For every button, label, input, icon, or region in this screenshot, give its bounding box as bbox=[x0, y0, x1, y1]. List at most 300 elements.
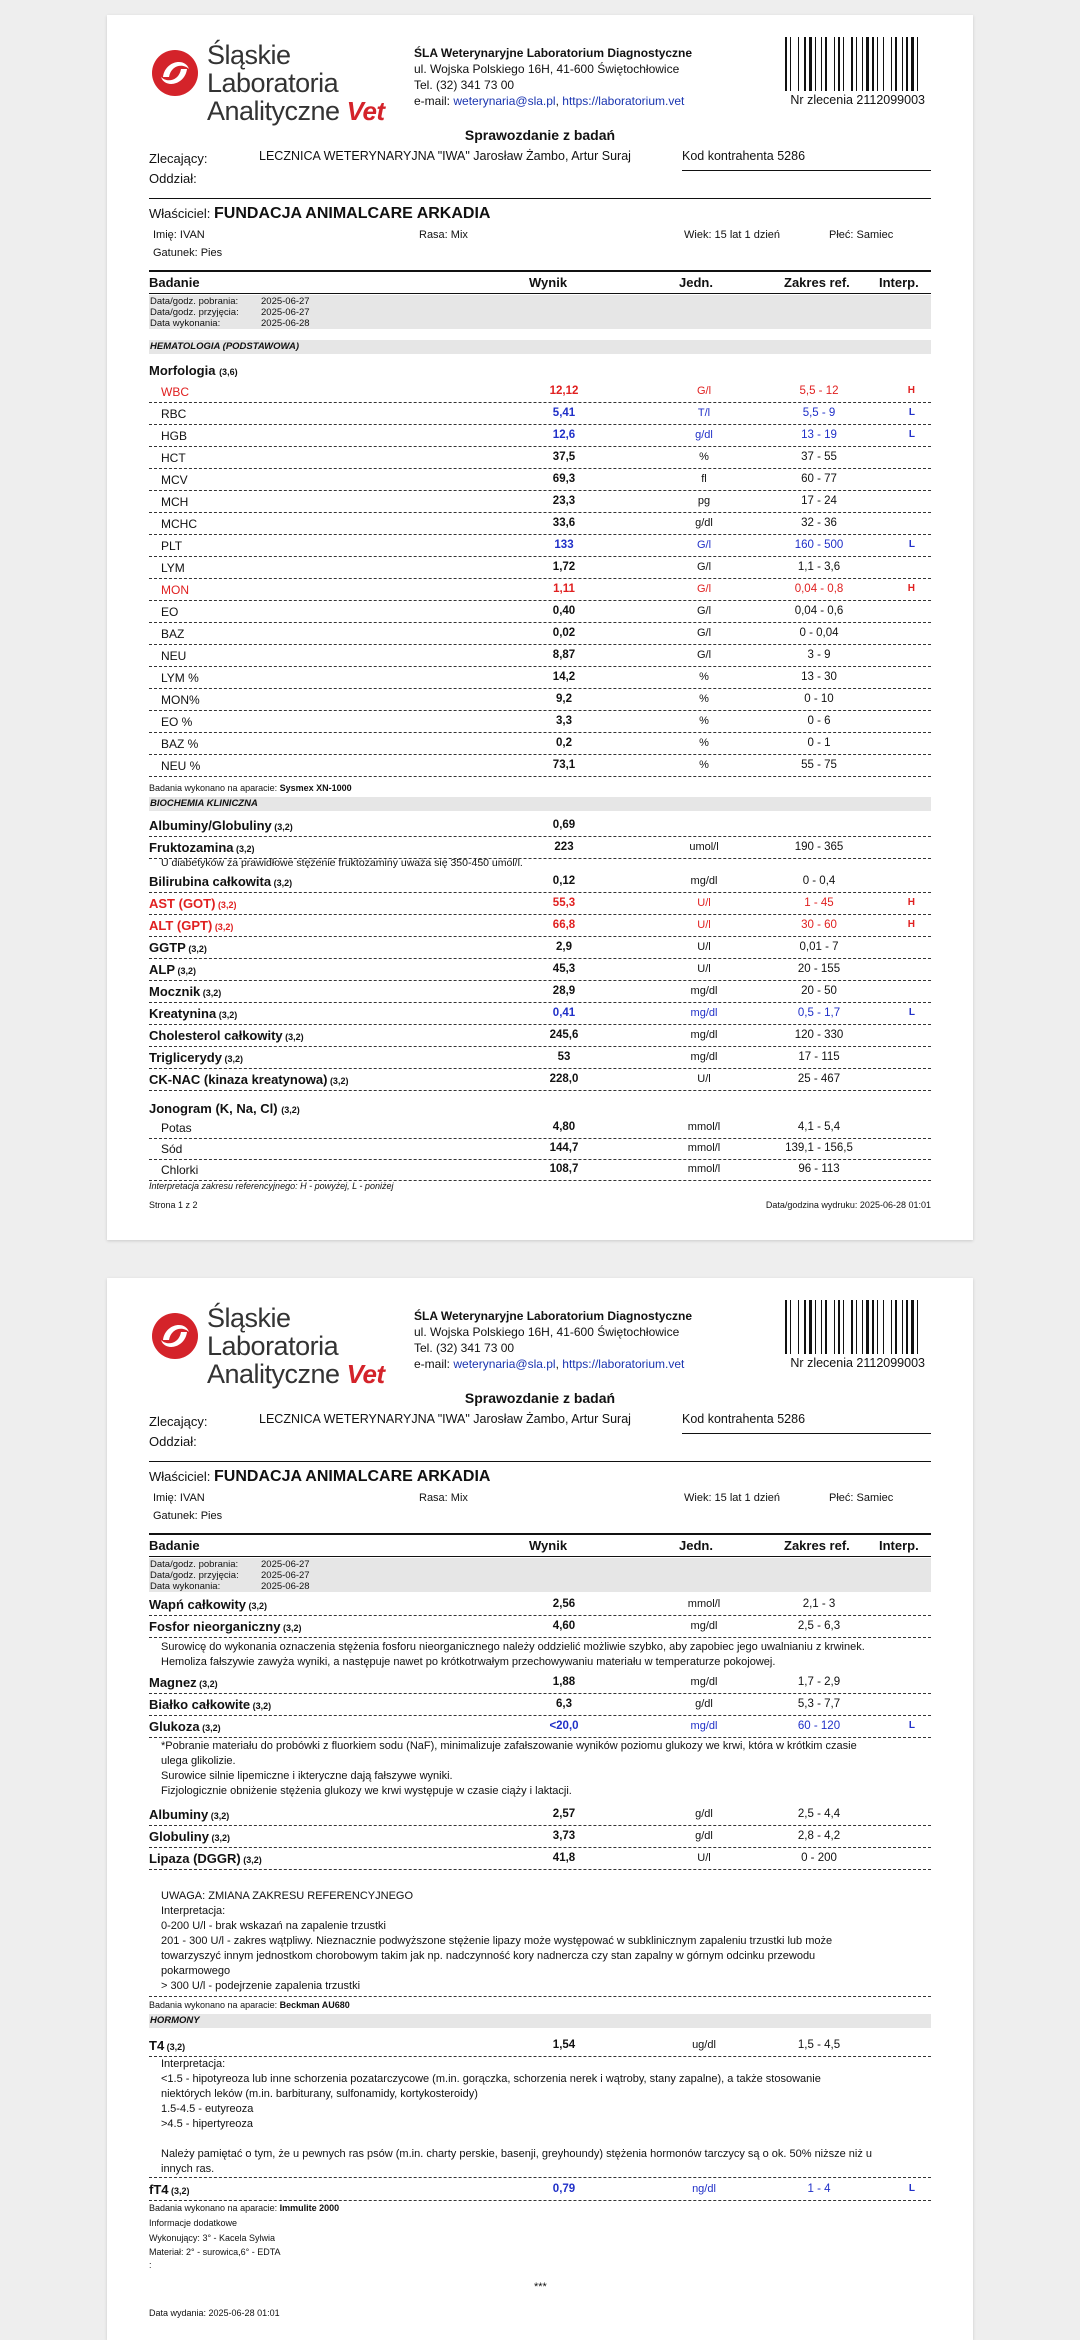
divider bbox=[149, 2177, 931, 2178]
test-value: 228,0 bbox=[549, 1073, 579, 1085]
logo-line2: Analityczne bbox=[207, 1359, 340, 1389]
lab-web-link[interactable]: https://laboratorium.vet bbox=[562, 94, 685, 108]
test-name: fT4 (3,2) bbox=[149, 2182, 190, 2197]
result-row bbox=[149, 1826, 931, 1848]
test-unit: U/l bbox=[697, 919, 711, 931]
divider bbox=[149, 1556, 931, 1557]
oddzial-label: Oddział: bbox=[149, 171, 197, 186]
divider bbox=[149, 1996, 931, 1997]
result-row bbox=[149, 733, 931, 755]
col-zakres: Zakres ref. bbox=[784, 275, 850, 290]
col-interp: Interp. bbox=[879, 1538, 919, 1553]
result-row bbox=[149, 623, 931, 645]
test-range: 4,1 - 5,4 bbox=[797, 1121, 841, 1133]
test-unit: mg/dl bbox=[690, 1676, 718, 1688]
test-name: ALT (GPT) (3,2) bbox=[149, 918, 234, 933]
test-value: 4,80 bbox=[552, 1121, 576, 1133]
client-code: Kod kontrahenta 5286 bbox=[682, 149, 806, 163]
additional-info: Informacje dodatkowe bbox=[149, 2218, 238, 2228]
test-name: EO bbox=[161, 605, 179, 619]
col-zakres: Zakres ref. bbox=[784, 1538, 850, 1553]
col-interp: Interp. bbox=[879, 275, 919, 290]
test-name: Lipaza (DGGR) (3,2) bbox=[149, 1851, 262, 1866]
test-range: 5,5 - 9 bbox=[802, 407, 836, 419]
group-morfologia-note: (3,6) bbox=[219, 367, 238, 377]
test-range: 32 - 36 bbox=[801, 517, 837, 529]
test-unit: g/dl bbox=[695, 517, 713, 529]
test-value: 3,3 bbox=[556, 715, 572, 727]
result-row bbox=[149, 1069, 931, 1091]
test-range: 60 - 120 bbox=[797, 1720, 841, 1732]
test-value: 0,12 bbox=[552, 875, 576, 887]
test-range: 55 - 75 bbox=[801, 759, 837, 771]
test-unit: g/dl bbox=[695, 1830, 713, 1842]
test-range: 13 - 19 bbox=[801, 429, 837, 441]
test-value: 28,9 bbox=[552, 985, 576, 997]
test-name: Chlorki bbox=[161, 1163, 199, 1177]
test-name: MCH bbox=[161, 495, 189, 509]
test-range: 1,7 - 2,9 bbox=[797, 1676, 841, 1688]
test-name: Triglicerydy (3,2) bbox=[149, 1050, 243, 1065]
group-jonogram bbox=[149, 1101, 300, 1116]
test-flag: H bbox=[907, 583, 915, 594]
result-row bbox=[149, 1716, 931, 1738]
result-row bbox=[149, 1594, 931, 1616]
lab-address: ul. Wojska Polskiego 16H, 41-600 Świętochłowice bbox=[414, 1325, 680, 1339]
test-name: Glukoza (3,2) bbox=[149, 1719, 221, 1734]
test-unit: g/dl bbox=[695, 429, 713, 441]
test-value: 53 bbox=[557, 1051, 571, 1063]
col-jedn: Jedn. bbox=[679, 275, 713, 290]
lab-email-label: e-mail: bbox=[414, 94, 451, 108]
test-name: RBC bbox=[161, 407, 187, 421]
test-range: 5,5 - 12 bbox=[799, 385, 839, 397]
logo-line2: Analityczne bbox=[207, 96, 340, 126]
test-unit: G/l bbox=[696, 539, 712, 551]
section-biochemia: BIOCHEMIA KLINICZNA bbox=[149, 797, 931, 811]
test-value: 12,6 bbox=[552, 429, 576, 441]
result-row bbox=[149, 2035, 931, 2057]
issue-date: Data wydania: 2025-06-28 01:01 bbox=[149, 2308, 280, 2318]
test-value: 1,72 bbox=[552, 561, 576, 573]
test-value: 1,88 bbox=[552, 1676, 576, 1688]
test-name: Fruktozamina (3,2) bbox=[149, 840, 255, 855]
test-range: 0 - 10 bbox=[804, 693, 834, 705]
divider bbox=[149, 198, 931, 199]
test-unit: mmol/l bbox=[687, 1121, 721, 1133]
test-unit: U/l bbox=[697, 897, 711, 909]
test-name: Wapń całkowity (3,2) bbox=[149, 1597, 268, 1612]
owner-label: Właściciel: bbox=[149, 206, 211, 221]
date-pobrania-value: 2025-06-27 bbox=[261, 1559, 310, 1570]
result-row bbox=[149, 1025, 931, 1047]
result-row bbox=[149, 381, 931, 403]
print-date: Data/godzina wydruku: 2025-06-28 01:01 bbox=[765, 1200, 931, 1210]
result-row bbox=[149, 2179, 931, 2201]
pet-age: Wiek: 15 lat 1 dzień bbox=[684, 1492, 780, 1504]
lab-address-block bbox=[414, 45, 692, 109]
test-name: LYM % bbox=[161, 671, 199, 685]
date-wykonania-label: Data wykonania: bbox=[150, 318, 221, 329]
lab-link-separator: , bbox=[555, 1357, 559, 1371]
date-pobrania-label: Data/godz. pobrania: bbox=[150, 1559, 239, 1570]
date-przyjecia-label: Data/godz. przyjęcia: bbox=[150, 1570, 239, 1581]
test-value: 45,3 bbox=[552, 963, 576, 975]
lab-phone: Tel. (32) 341 73 00 bbox=[414, 78, 515, 92]
lab-link-separator: , bbox=[555, 94, 559, 108]
test-range: 139,1 - 156,5 bbox=[785, 1142, 853, 1154]
test-flag: L bbox=[908, 2183, 915, 2194]
lab-email-link[interactable]: weterynaria@sla.pl bbox=[453, 94, 556, 108]
test-name: Albuminy (3,2) bbox=[149, 1807, 230, 1822]
date-wykonania-value: 2025-06-28 bbox=[261, 1581, 310, 1592]
test-unit: mmol/l bbox=[687, 1598, 721, 1610]
test-unit: % bbox=[699, 715, 709, 727]
result-row bbox=[149, 645, 931, 667]
zlecajacy-value: LECZNICA WETERYNARYJNA "IWA" Jarosław Żambo, Artur Suraj bbox=[259, 1412, 631, 1426]
colon-mark: : bbox=[149, 2260, 152, 2270]
glukoza-note: *Pobranie materiału do probówki z fluorkiem sodu (NaF), minimalizuje zafałszowanie wyników poziomu glukozy we krwi, która w krótkim czasie ulega glikolizie. Surowice silnie lipemiczne i ikteryczne dają fałszywe wyniki. Fizjologicznie obniżenie stężenia glukozy we krwi występuje w czasie ciąży i laktacji. bbox=[161, 1740, 857, 1797]
interpretation-legend: Interpretacja zakresu referencyjnego: H - powyżej, L - poniżej bbox=[149, 1181, 394, 1191]
divider bbox=[682, 170, 931, 171]
result-row bbox=[149, 601, 931, 623]
pet-age: Wiek: 15 lat 1 dzień bbox=[684, 229, 780, 241]
test-name: MON bbox=[161, 583, 189, 597]
section-hormony: HORMONY bbox=[149, 2014, 931, 2028]
order-number: Nr zlecenia 2112099003 bbox=[790, 93, 925, 107]
test-name: Cholesterol całkowity (3,2) bbox=[149, 1028, 304, 1043]
test-unit: G/l bbox=[696, 583, 712, 595]
apparatus-1 bbox=[149, 783, 352, 793]
fruktozamina-note: U diabetyków za prawidłowe stężenie fruktozaminy uważa się 350-450 umol/l. bbox=[161, 857, 523, 869]
test-flag: L bbox=[908, 407, 915, 418]
test-unit: mg/dl bbox=[690, 1007, 718, 1019]
test-range: 25 - 467 bbox=[797, 1073, 841, 1085]
pet-species: Gatunek: Pies bbox=[153, 1510, 223, 1522]
test-unit: ng/dl bbox=[692, 2183, 716, 2195]
group-morfologia-label: Morfologia bbox=[149, 363, 216, 378]
sla-vet-logo-icon bbox=[149, 1310, 201, 1362]
test-range: 96 - 113 bbox=[798, 1163, 840, 1175]
result-row bbox=[149, 513, 931, 535]
lab-email-link[interactable]: weterynaria@sla.pl bbox=[453, 1357, 556, 1371]
test-range: 17 - 115 bbox=[798, 1051, 840, 1063]
test-unit: g/dl bbox=[695, 1698, 713, 1710]
test-unit: ug/dl bbox=[692, 2039, 716, 2051]
test-name: MON% bbox=[161, 693, 200, 707]
divider bbox=[682, 1433, 931, 1434]
test-flag: L bbox=[908, 1720, 915, 1731]
result-row bbox=[149, 1117, 931, 1139]
test-value: 2,56 bbox=[552, 1598, 576, 1610]
test-value: 69,3 bbox=[552, 473, 576, 485]
test-flag: L bbox=[908, 1007, 915, 1018]
test-unit: mg/dl bbox=[690, 1051, 718, 1063]
test-range: 0,04 - 0,6 bbox=[794, 605, 844, 617]
test-unit: U/l bbox=[697, 1852, 711, 1864]
test-name: LYM bbox=[161, 561, 185, 575]
test-range: 1 - 45 bbox=[804, 897, 834, 909]
test-range: 20 - 155 bbox=[797, 963, 841, 975]
test-value: 33,6 bbox=[552, 517, 576, 529]
test-value: 2,57 bbox=[552, 1808, 576, 1820]
lab-address: ul. Wojska Polskiego 16H, 41-600 Świętochłowice bbox=[414, 62, 680, 76]
pet-sex: Płeć: Samiec bbox=[829, 1492, 894, 1504]
apparatus-label: Badania wykonano na aparacie: bbox=[149, 783, 278, 793]
test-range: 0 - 0,4 bbox=[802, 875, 836, 887]
test-name: Fosfor nieorganiczny (3,2) bbox=[149, 1619, 302, 1634]
pet-name: Imię: IVAN bbox=[153, 1492, 205, 1504]
report-page-2 bbox=[107, 1278, 973, 2340]
test-value: 41,8 bbox=[552, 1852, 576, 1864]
owner-line bbox=[149, 205, 490, 223]
test-range: 2,5 - 4,4 bbox=[797, 1808, 841, 1820]
lipaza-note: UWAGA: ZMIANA ZAKRESU REFERENCYJNEGO Interpretacja: 0-200 U/l - brak wskazań na zapalenie trzustki 201 - 300 U/l - zakres wątpliwy. Nieznacznie podwyższone stężenie lipazy może występować w subklinicznym zapaleniu trzustki lub może towarzyszyć innym jednostkom chorobowym takim jak np. nadczynność kory nadnercza czy stan zapalny w górnym odcinku przewodu pokarmowego > 300 U/l - podejrzenie zapalenia trzustki bbox=[161, 1890, 833, 1992]
test-unit: mg/dl bbox=[690, 1620, 718, 1632]
test-range: 0 - 6 bbox=[807, 715, 831, 727]
test-value: 14,2 bbox=[552, 671, 576, 683]
client-labels bbox=[149, 1412, 208, 1452]
test-range: 13 - 30 bbox=[801, 671, 837, 683]
test-unit: g/dl bbox=[695, 1808, 713, 1820]
test-value: <20,0 bbox=[549, 1720, 579, 1732]
date-wykonania-value: 2025-06-28 bbox=[261, 318, 310, 329]
result-row bbox=[149, 1672, 931, 1694]
test-unit: pg bbox=[697, 495, 711, 507]
report-title: Sprawozdanie z badań bbox=[464, 1390, 616, 1406]
divider bbox=[149, 1533, 931, 1535]
owner-name: FUNDACJA ANIMALCARE ARKADIA bbox=[214, 1468, 491, 1485]
lab-email-label: e-mail: bbox=[414, 1357, 451, 1371]
date-przyjecia-label: Data/godz. przyjęcia: bbox=[150, 307, 239, 318]
result-row bbox=[149, 1047, 931, 1069]
test-value: 1,11 bbox=[553, 583, 575, 595]
test-unit: G/l bbox=[696, 649, 712, 661]
result-row bbox=[149, 871, 931, 893]
logo-line1: Śląskie Laboratoria bbox=[207, 40, 339, 98]
result-row bbox=[149, 425, 931, 447]
date-pobrania-label: Data/godz. pobrania: bbox=[150, 296, 239, 307]
test-name: BAZ bbox=[161, 627, 185, 641]
result-row bbox=[149, 815, 931, 837]
lab-address-block bbox=[414, 1308, 692, 1372]
test-unit: mmol/l bbox=[687, 1142, 721, 1154]
barcode bbox=[785, 37, 925, 91]
date-pobrania-value: 2025-06-27 bbox=[261, 296, 310, 307]
test-unit: G/l bbox=[696, 605, 712, 617]
test-name: T4 (3,2) bbox=[149, 2038, 186, 2053]
test-value: 3,73 bbox=[552, 1830, 576, 1842]
test-name: Mocznik (3,2) bbox=[149, 984, 222, 999]
group-morfologia bbox=[149, 363, 238, 378]
test-range: 3 - 9 bbox=[807, 649, 831, 661]
test-range: 2,5 - 6,3 bbox=[797, 1620, 841, 1632]
test-name: ALP (3,2) bbox=[149, 962, 197, 977]
test-range: 0,01 - 7 bbox=[799, 941, 839, 953]
apparatus-name: Immulite 2000 bbox=[279, 2203, 340, 2213]
dates-block bbox=[149, 1558, 931, 1592]
test-value: 37,5 bbox=[552, 451, 576, 463]
test-unit: % bbox=[699, 759, 709, 771]
test-name: Bilirubina całkowita (3,2) bbox=[149, 874, 293, 889]
lab-logo bbox=[149, 1303, 419, 1389]
test-unit: U/l bbox=[697, 1073, 711, 1085]
apparatus-3 bbox=[149, 2203, 339, 2213]
result-row bbox=[149, 1848, 931, 1870]
result-row bbox=[149, 937, 931, 959]
test-unit: mg/dl bbox=[690, 1720, 718, 1732]
section-hematologia: HEMATOLOGIA (PODSTAWOWA) bbox=[149, 340, 931, 354]
report-page-1 bbox=[107, 15, 973, 1240]
test-range: 2,1 - 3 bbox=[802, 1598, 836, 1610]
zlecajacy-label: Zlecający: bbox=[149, 151, 208, 166]
test-name: MCHC bbox=[161, 517, 197, 531]
test-unit: % bbox=[699, 693, 709, 705]
result-row bbox=[149, 667, 931, 689]
test-name: CK-NAC (kinaza kreatynowa) (3,2) bbox=[149, 1072, 349, 1087]
test-range: 0,04 - 0,8 bbox=[794, 583, 844, 595]
sla-vet-logo-icon bbox=[149, 47, 201, 99]
test-unit: G/l bbox=[696, 561, 712, 573]
lab-web-link[interactable]: https://laboratorium.vet bbox=[562, 1357, 685, 1371]
col-badanie: Badanie bbox=[149, 275, 200, 290]
test-value: 0,79 bbox=[552, 2183, 576, 2195]
result-row bbox=[149, 915, 931, 937]
test-range: 190 - 365 bbox=[794, 841, 844, 853]
pet-breed: Rasa: Mix bbox=[419, 1492, 468, 1504]
test-name: WBC bbox=[161, 385, 189, 399]
result-row bbox=[149, 1159, 931, 1181]
lab-phone: Tel. (32) 341 73 00 bbox=[414, 1341, 515, 1355]
test-value: 0,69 bbox=[552, 819, 576, 831]
lab-logo bbox=[149, 40, 419, 126]
test-unit: fl bbox=[701, 473, 707, 485]
test-flag: L bbox=[908, 539, 915, 550]
result-row bbox=[149, 1616, 931, 1638]
test-range: 120 - 330 bbox=[794, 1029, 844, 1041]
test-unit: % bbox=[699, 671, 709, 683]
test-range: 0 - 200 bbox=[801, 1852, 837, 1864]
test-range: 60 - 77 bbox=[801, 473, 837, 485]
test-name: BAZ % bbox=[161, 737, 199, 751]
test-range: 0 - 1 bbox=[807, 737, 831, 749]
test-value: 66,8 bbox=[552, 919, 576, 931]
material: Materiał: 2° - surowica,6° - EDTA bbox=[149, 2247, 281, 2257]
date-przyjecia-value: 2025-06-27 bbox=[261, 307, 310, 318]
test-flag: H bbox=[907, 897, 915, 908]
test-range: 17 - 24 bbox=[801, 495, 837, 507]
pet-breed: Rasa: Mix bbox=[419, 229, 468, 241]
lab-name: ŚLA Weterynaryjne Laboratorium Diagnostyczne bbox=[414, 46, 693, 60]
test-unit: mg/dl bbox=[690, 985, 718, 997]
test-unit: U/l bbox=[697, 941, 711, 953]
test-unit: T/l bbox=[697, 407, 711, 419]
test-value: 1,54 bbox=[552, 2039, 576, 2051]
oddzial-label: Oddział: bbox=[149, 1434, 197, 1449]
test-name: HGB bbox=[161, 429, 188, 443]
logo-line1: Śląskie Laboratoria bbox=[207, 1303, 339, 1361]
apparatus-name: Sysmex XN-1000 bbox=[279, 783, 352, 793]
test-value: 108,7 bbox=[549, 1163, 579, 1175]
test-flag: H bbox=[907, 919, 915, 930]
t4-note: Interpretacja: <1.5 - hipotyreoza lub inne schorzenia pozatarczycowe (m.in. gorączka, schorzenia nerek i wątroby, stany zapalne), a także stosowanie niektórych leków (m.in. barbiturany, sulfonamidy, kortykosteroidy) 1.5-4.5 - eutyreoza >4.5 - hipertyreoza Należy pamiętać o tym, że u pewnych ras psów (m.in. charty perskie, basenji, greyhoundy) stężenia hormonów tarczycy są o ok. 50% niższe niż u innych ras. bbox=[161, 2058, 873, 2175]
test-name: Sód bbox=[161, 1142, 183, 1156]
col-wynik: Wynik bbox=[529, 1538, 568, 1553]
result-row bbox=[149, 557, 931, 579]
test-name: NEU bbox=[161, 649, 187, 663]
test-unit: mmol/l bbox=[687, 1163, 721, 1175]
test-value: 144,7 bbox=[549, 1142, 579, 1154]
test-range: 2,8 - 4,2 bbox=[797, 1830, 841, 1842]
test-range: 1 - 4 bbox=[807, 2183, 831, 2195]
result-row bbox=[149, 469, 931, 491]
test-name: Potas bbox=[161, 1121, 192, 1135]
result-row bbox=[149, 711, 931, 733]
test-name: EO % bbox=[161, 715, 193, 729]
fosfor-note: Surowicę do wykonania oznaczenia stężenia fosforu nieorganicznego należy oddzielić możliwie szybko, aby zapobiec jego uwalnianiu z krwinek. Hemoliza fałszywie zawyża wyniki, a następuje nawet po krótkotrwałym przechowywaniu materiału w temperaturze pokojowej. bbox=[161, 1641, 865, 1668]
owner-name: FUNDACJA ANIMALCARE ARKADIA bbox=[214, 205, 491, 222]
test-name: Albuminy/Globuliny (3,2) bbox=[149, 818, 293, 833]
end-mark: *** bbox=[534, 2281, 547, 2293]
test-range: 20 - 50 bbox=[801, 985, 837, 997]
pet-name: Imię: IVAN bbox=[153, 229, 205, 241]
test-name: PLT bbox=[161, 539, 183, 553]
result-row bbox=[149, 959, 931, 981]
test-unit: G/l bbox=[696, 627, 712, 639]
test-name: NEU % bbox=[161, 759, 201, 773]
result-row bbox=[149, 491, 931, 513]
group-jonogram-label: Jonogram (K, Na, Cl) bbox=[149, 1101, 278, 1116]
test-unit: mg/dl bbox=[690, 1029, 718, 1041]
date-przyjecia-value: 2025-06-27 bbox=[261, 1570, 310, 1581]
test-name: Kreatynina (3,2) bbox=[149, 1006, 238, 1021]
client-code: Kod kontrahenta 5286 bbox=[682, 1412, 806, 1426]
barcode bbox=[785, 1300, 925, 1354]
test-value: 6,3 bbox=[556, 1698, 572, 1710]
apparatus-name: Beckman AU680 bbox=[279, 2000, 350, 2010]
test-range: 0 - 0,04 bbox=[799, 627, 839, 639]
test-name: Białko całkowite (3,2) bbox=[149, 1697, 272, 1712]
logo-vet: Vet bbox=[346, 1359, 385, 1389]
test-unit: % bbox=[699, 737, 709, 749]
result-row bbox=[149, 447, 931, 469]
test-value: 9,2 bbox=[556, 693, 572, 705]
col-jedn: Jedn. bbox=[679, 1538, 713, 1553]
test-unit: % bbox=[699, 451, 709, 463]
test-value: 23,3 bbox=[552, 495, 576, 507]
client-labels bbox=[149, 149, 208, 189]
result-row bbox=[149, 1804, 931, 1826]
dates-block bbox=[149, 295, 931, 329]
test-name: HCT bbox=[161, 451, 186, 465]
test-name: Magnez (3,2) bbox=[149, 1675, 218, 1690]
test-name: GGTP (3,2) bbox=[149, 940, 207, 955]
test-value: 5,41 bbox=[552, 407, 576, 419]
owner-label: Właściciel: bbox=[149, 1469, 211, 1484]
test-value: 0,41 bbox=[552, 1007, 576, 1019]
test-value: 223 bbox=[554, 841, 574, 853]
result-row bbox=[149, 1138, 931, 1160]
report-title: Sprawozdanie z badań bbox=[464, 127, 616, 143]
test-range: 5,3 - 7,7 bbox=[797, 1698, 841, 1710]
performed-by: Wykonujący: 3° - Kacela Sylwia bbox=[149, 2233, 276, 2243]
apparatus-label: Badania wykonano na aparacie: bbox=[149, 2203, 278, 2213]
page-number: Strona 1 z 2 bbox=[149, 1200, 198, 1210]
test-unit: mg/dl bbox=[690, 875, 718, 887]
test-range: 37 - 55 bbox=[801, 451, 837, 463]
pet-sex: Płeć: Samiec bbox=[829, 229, 894, 241]
result-row bbox=[149, 689, 931, 711]
